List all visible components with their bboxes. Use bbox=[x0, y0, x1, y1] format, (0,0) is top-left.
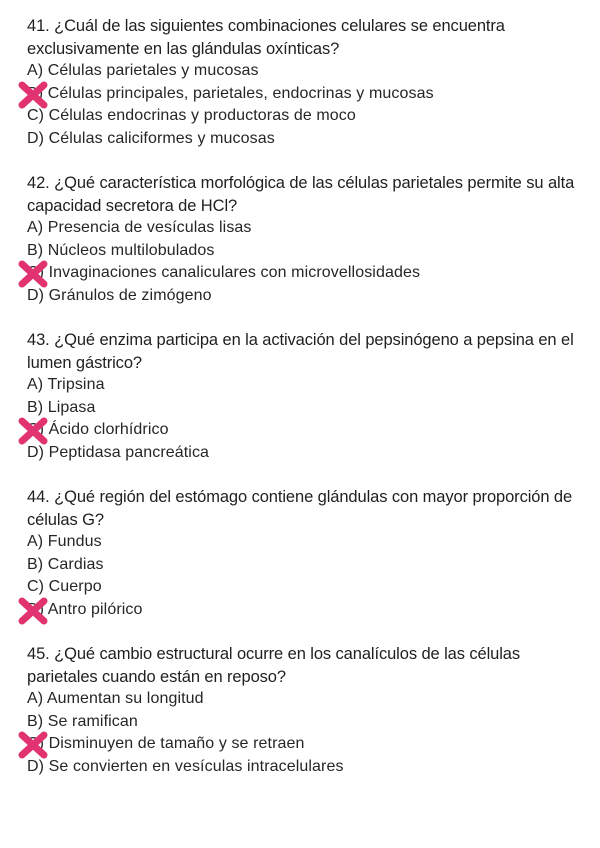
option-label: C) Disminuyen de tamaño y se retraen bbox=[27, 735, 305, 752]
option-d: D) Peptidasa pancreática bbox=[27, 443, 210, 461]
option-c bbox=[27, 262, 587, 285]
option-label: B) Células principales, parietales, endocrinas y mucosas bbox=[27, 84, 434, 102]
option-c bbox=[27, 419, 587, 442]
option-d: D) Se convierten en vesículas intracelulares bbox=[27, 757, 344, 775]
option-label: C) Invaginaciones canaliculares con microvellosidades bbox=[27, 264, 421, 281]
option-d: D) Gránulos de zimógeno bbox=[27, 286, 212, 304]
question-43 bbox=[27, 329, 587, 464]
question-text: 45. ¿Qué cambio estructural ocurre en los canalículos de las células parietales cuando están en reposo? bbox=[27, 645, 521, 686]
question-text: 42. ¿Qué característica morfológica de las células parietales permite su alta capacidad secretora de HCl? bbox=[27, 174, 575, 215]
option-a: A) Células parietales y mucosas bbox=[27, 62, 259, 79]
question-text: 43. ¿Qué enzima participa en la activación del pepsinógeno a pepsina en el lumen gástrico? bbox=[27, 331, 574, 372]
option-d: D) Células caliciformes y mucosas bbox=[27, 129, 275, 147]
option-c: C) Cuerpo bbox=[27, 578, 102, 595]
option-label: D) Antro pilórico bbox=[27, 600, 143, 618]
option-c bbox=[27, 733, 587, 756]
option-b: B) Se ramifican bbox=[27, 712, 138, 730]
option-a: A) Presencia de vesículas lisas bbox=[27, 219, 252, 236]
option-d bbox=[27, 599, 587, 622]
question-text: 44. ¿Qué región del estómago contiene glándulas con mayor proporción de células G? bbox=[27, 488, 573, 529]
option-b: B) Cardias bbox=[27, 555, 104, 573]
option-b: B) Núcleos multilobulados bbox=[27, 241, 215, 259]
option-label: C) Ácido clorhídrico bbox=[27, 421, 169, 438]
option-a: A) Tripsina bbox=[27, 376, 105, 393]
option-c: C) Células endocrinas y productoras de moco bbox=[27, 107, 356, 124]
question-45 bbox=[27, 643, 587, 778]
option-a: A) Aumentan su longitud bbox=[27, 690, 204, 707]
option-a: A) Fundus bbox=[27, 533, 102, 550]
question-42 bbox=[27, 172, 587, 307]
option-b: B) Lipasa bbox=[27, 398, 96, 416]
question-text: 41. ¿Cuál de las siguientes combinaciones celulares se encuentra exclusivamente en las glándulas oxínticas? bbox=[27, 17, 505, 58]
question-44 bbox=[27, 486, 587, 621]
quiz-page bbox=[27, 15, 587, 800]
question-41 bbox=[27, 15, 587, 150]
option-b bbox=[27, 83, 587, 106]
